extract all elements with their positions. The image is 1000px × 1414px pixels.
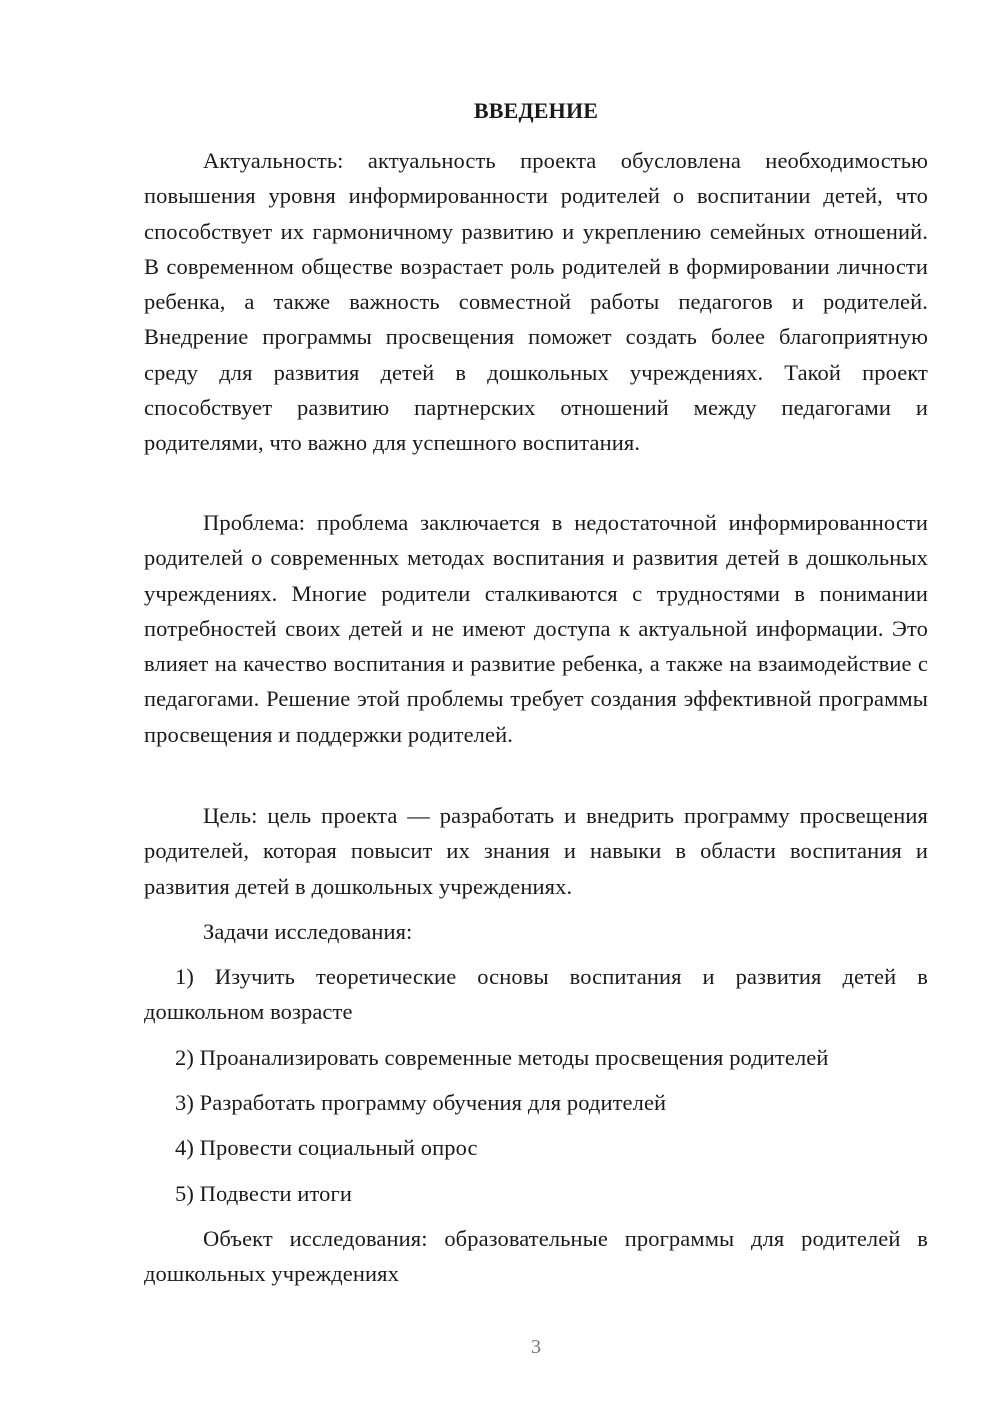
paragraph-relevance: Актуальность: актуальность проекта обусловлена необходимостью повышения уровня информированности родителей о воспитании детей, что способствует их гармоничному развитию и укреплению семейных отношений. В современном обществе возрастает роль родителей в формировании личности ребенка, а также важность совместной работы педагогов и родителей. Внедрение программы просвещения поможет создать более благоприятную среду для развития детей в дошкольных учреждениях. Такой проект способствует развитию партнерских отношений между педагогами и родителями, что важно для успешного воспитания. xyxy=(144,148,928,456)
task-item-2: 2) Проанализировать современные методы просвещения родителей xyxy=(175,1045,829,1070)
page-number: 3 xyxy=(531,1336,541,1358)
section-heading: ВВЕДЕНИЕ xyxy=(473,98,599,123)
paragraph-problem: Проблема: проблема заключается в недостаточной информированности родителей о современных методах воспитания и развития детей в дошкольных учреждениях. Многие родители сталкиваются с трудностями в понимании потребностей своих детей и не имеют доступа к актуальной информации. Это влияет на качество воспитания и развитие ребенка, а также на взаимодействие с педагогами. Решение этой проблемы требует создания эффективной программы просвещения и поддержки родителей. xyxy=(144,510,928,747)
task-item-3: 3) Разработать программу обучения для родителей xyxy=(175,1090,667,1115)
task-item-4: 4) Провести социальный опрос xyxy=(175,1135,478,1160)
task-item-5: 5) Подвести итоги xyxy=(175,1181,352,1206)
task-item-1: 1) Изучить теоретические основы воспитания и развития детей в дошкольном возрасте xyxy=(144,964,928,1025)
paragraph-tasks-heading: Задачи исследования: xyxy=(203,919,413,944)
paragraph-goal: Цель: цель проекта — разработать и внедрить программу просвещения родителей, которая повысит их знания и навыки в области воспитания и развития детей в дошкольных учреждениях. xyxy=(144,803,928,899)
paragraph-object: Объект исследования: образовательные программы для родителей в дошкольных учреждениях xyxy=(144,1226,928,1287)
